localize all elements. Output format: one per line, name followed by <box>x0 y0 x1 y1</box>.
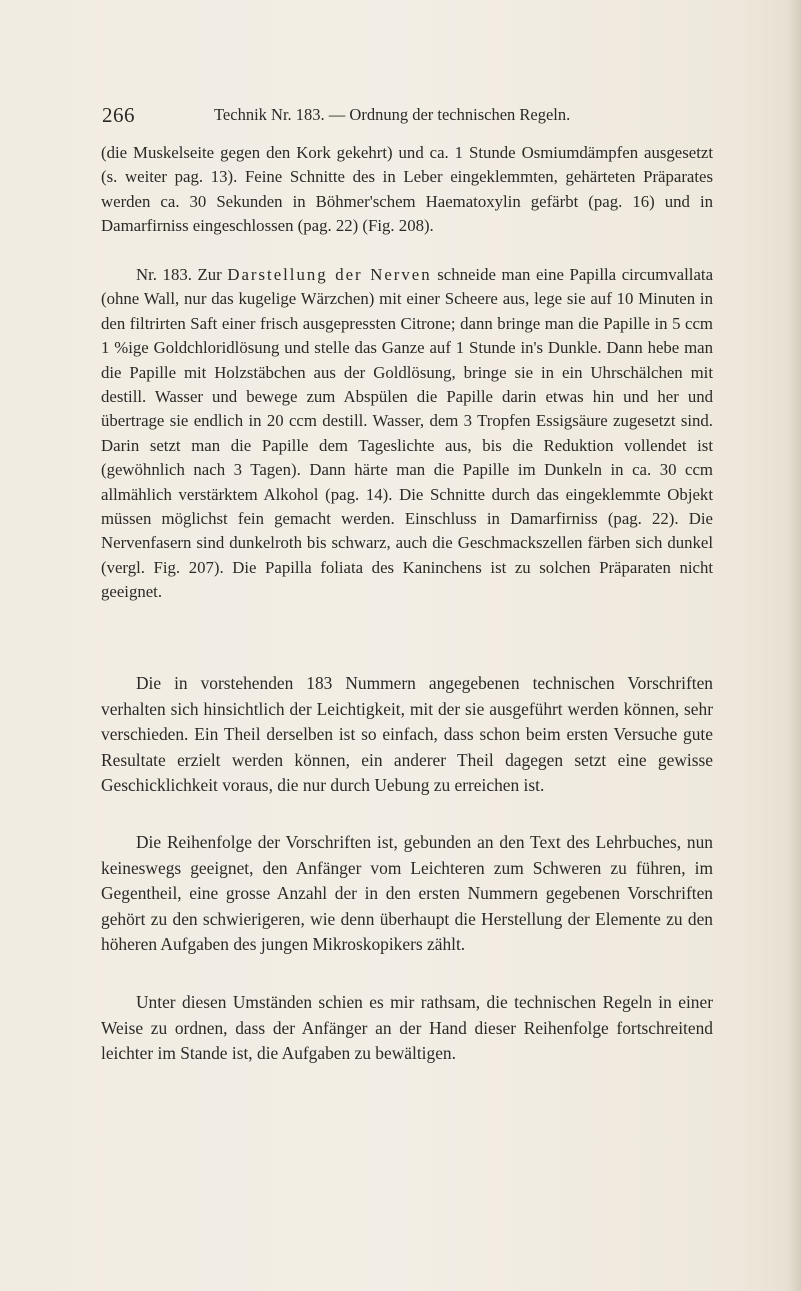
paragraph-closing-3: Unter diesen Umständen schien es mir rathsam, die technischen Regeln in einer Weise zu ordnen, dass der Anfänger an der Hand dieser Reihenfolge fortschreitend leichter im Stande ist, die Aufgaben zu bewältigen. <box>101 992 713 1064</box>
paragraph-closing-2: Die Reihenfolge der Vorschriften ist, gebunden an den Text des Lehrbuches, nun keineswegs geeignet, den Anfänger vom Leichteren zum Schweren zu führen, im Gegentheil, eine grosse Anzahl der in den ersten Nummern gegebenen Vorschriften gehört zu den schwierigeren, wie denn überhaupt die Herstellung der Elemente zu den höheren Aufgaben des jungen Mikroskopikers zählt. <box>101 832 713 955</box>
page-edge-shadow <box>787 0 801 1291</box>
paragraph-closing-1: Die in vorstehenden 183 Nummern angegebenen technischen Vorschriften verhalten sich hinsichtlich der Leichtigkeit, mit der sie ausgeführt werden können, sehr verschieden. Ein Theil derselben ist so einfach, dass schon beim ersten Versuche gute Resultate erzielt werden können, ein anderer Theil dagegen setzt eine gewisse Geschicklichkeit voraus, die nur durch Uebung zu erreichen ist. <box>101 673 713 796</box>
paragraph-nr-183 <box>101 263 713 605</box>
entry-body: schneide man eine Papilla circumvallata (ohne Wall, nur das kugelige Wärzchen) mit einer Scheere aus, lege sie auf 10 Minuten in den filtrirten Saft einer frisch ausgepressten Citrone; dann bringe man die Papille in 5 ccm 1 %ige Goldchloridlösung und stelle das Ganze auf 1 Stunde in's Dunkle. Dann hebe man die Papille mit Holzstäbchen aus der Goldlösung, bringe sie in ein Uhrschälchen mit destill. Wasser und bewege zum Abspülen die Papille darin etwas hin und her und übertrage sie endlich in 20 ccm destill. Wasser, dem 3 Tropfen Essigsäure zugesetzt sind. Darin setzt man die Papille dem Tageslichte aus, bis die Reduktion vollendet ist (gewöhnlich nach 3 Tagen). Dann härte man die Papille im Dunkeln in ca. 30 ccm allmählich verstärktem Alkohol (pag. 14). Die Schnitte durch das eingeklemmte Objekt müssen möglichst fein gemacht werden. Einschluss in Damarfirniss (pag. 22). Die Nervenfasern sind dunkelroth bis schwarz, auch die Geschmackszellen färben sich dunkel (vergl. Fig. 207). Die Papilla foliata des Kaninchens ist zu solchen Präparaten nicht geeignet. <box>101 265 714 602</box>
running-head: Technik Nr. 183. — Ordnung der technischen Regeln. <box>214 105 571 124</box>
entry-number: Nr. 183. Zur <box>136 265 222 284</box>
page-header <box>102 103 712 129</box>
entry-heading: Darstellung der Nerven <box>227 265 432 284</box>
page-number: 266 <box>102 103 135 127</box>
paragraph-continuation: (die Muskelseite gegen den Kork gekehrt) und ca. 1 Stunde Osmiumdämpfen ausgesetzt (s. weiter pag. 13). Feine Schnitte des in Leber eingeklemmten, gehärteten Präparates werden ca. 30 Sekunden in Böhmer'schem Haematoxylin gefärbt (pag. 16) und in Damarfirniss eingeschlossen (pag. 22) (Fig. 208). <box>101 143 713 236</box>
